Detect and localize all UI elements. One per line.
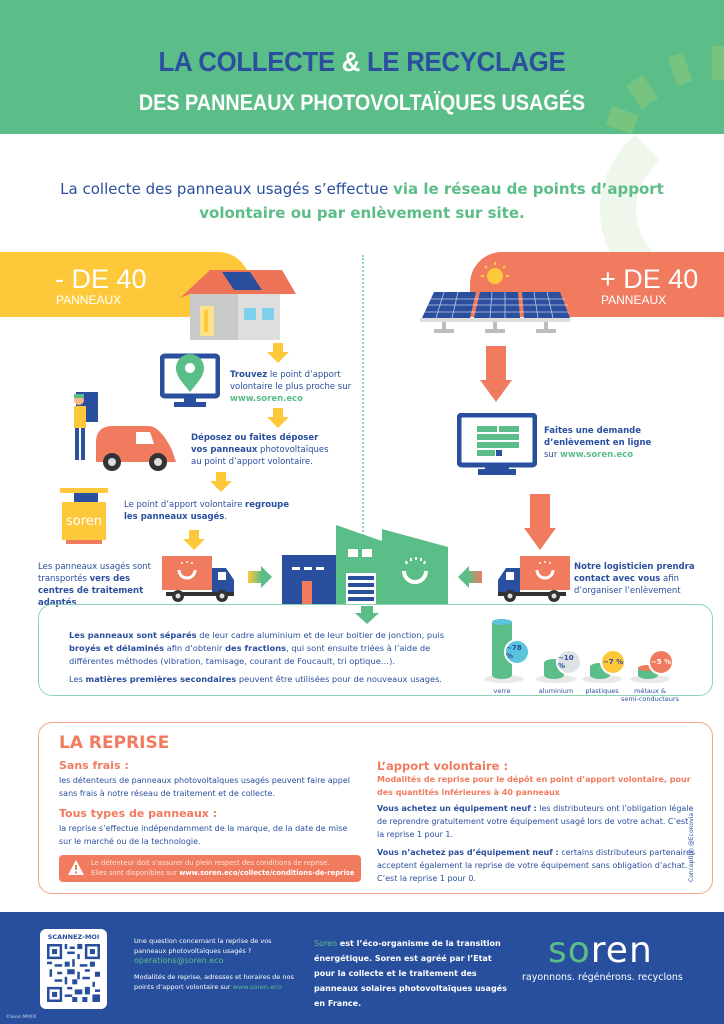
footer bbox=[0, 912, 724, 1024]
truck-left-icon bbox=[162, 554, 242, 604]
badge-metals-percent: ~5 % bbox=[648, 649, 674, 675]
arrow-down-icon bbox=[267, 408, 289, 428]
treatment-process-box bbox=[38, 604, 713, 703]
soren-link[interactable]: www.soren.eco bbox=[230, 394, 304, 404]
monitor-form-icon bbox=[457, 413, 537, 479]
page-subtitle: DES PANNEAUX PHOTOVOLTAÏQUES USAGÉS bbox=[138, 90, 586, 115]
metals-label: métaux & semi-conducteurs bbox=[620, 687, 680, 703]
intro-text: La collecte des panneaux usagés s’effectue via le réseau de points d’apport volontaire ou par enlèvement sur site. bbox=[60, 180, 664, 222]
tagline: rayonnons. régénérons. recyclons bbox=[522, 972, 683, 983]
step-find-point: Trouvez le point d’apport volontaire le plus proche sur www.soren.eco bbox=[230, 370, 352, 404]
house-icon bbox=[180, 264, 296, 340]
soren-logo: soren bbox=[548, 930, 653, 971]
reprise-title: LA REPRISE bbox=[59, 733, 170, 753]
arrow-down-icon bbox=[210, 472, 232, 492]
person-van-icon bbox=[58, 392, 180, 472]
arrow-down-icon bbox=[524, 494, 556, 550]
collection-box: soren bbox=[60, 488, 108, 546]
arrow-down-icon bbox=[267, 343, 289, 363]
arrow-down-icon bbox=[183, 530, 205, 550]
contact-email-link[interactable]: operations@soren.eco bbox=[134, 956, 224, 965]
copyright: ©Soren MMXXI bbox=[6, 1014, 37, 1019]
material-fractions: ~78 % verre ~10 % aluminium ~7 % plastiques ~5 % métaux & semi-conducteurs bbox=[484, 617, 704, 697]
step-grouping: Le point d’apport volontaire regroupe les panneaux usagés. bbox=[124, 500, 290, 522]
arrow-down-icon bbox=[480, 346, 512, 402]
step-transport: Les panneaux usagés sont transportés vers des centres de traitement adaptés bbox=[38, 562, 152, 608]
modalites-info: Modalités de reprise, adresses et horaires de nos points d’apport volontaire sur www.soren.eco bbox=[134, 973, 294, 991]
arrow-right-icon bbox=[248, 566, 272, 588]
badge-aluminium-percent: ~10 % bbox=[556, 649, 582, 675]
less-than-40-band: - DE 40 PANNEAUX bbox=[0, 252, 250, 317]
badge-plastics-percent: ~7 % bbox=[600, 649, 626, 675]
warning-banner: Le détenteur doit s’assurer du plein respect des conditions de reprise. Elles sont disponibles sur www.soren.eco/collecte/conditions-de-reprise bbox=[59, 855, 361, 882]
about-soren: Soren est l’éco-organisme de la transition énergétique. Soren est agréé par l’Etat pour la collecte et le traitement des panneaux solaires photovoltaïques usagés en France. bbox=[314, 939, 507, 1008]
step-drop-off: Déposez ou faites déposer vos panneaux photovoltaïques au point d’apport volontaire. bbox=[191, 433, 329, 467]
step-request-pickup: Faites une demande d’enlèvement en ligne sur www.soren.eco bbox=[544, 426, 652, 460]
conditions-link[interactable]: www.soren.eco/collecte/conditions-de-reprise bbox=[179, 869, 355, 877]
solar-panels-icon bbox=[420, 262, 570, 334]
more-than-40-band: + DE 40 PANNEAUX bbox=[470, 252, 724, 317]
contact-question: Une question concernant la reprise de vos panneaux photovoltaïques usagés ? operations@soren.eco bbox=[134, 937, 272, 965]
design-credit: Conception @Econovia bbox=[688, 813, 695, 882]
soren-link[interactable]: www.soren.eco bbox=[232, 983, 282, 991]
page-title: LA COLLECTE & LE RECYCLAGE bbox=[158, 46, 566, 77]
sun-ray-decoration bbox=[712, 46, 724, 80]
truck-right-icon bbox=[490, 554, 570, 604]
qr-code-icon bbox=[47, 944, 100, 1002]
arrow-left-icon bbox=[458, 566, 482, 588]
reprise-1-for-1: Vous achetez un équipement neuf : les distributeurs ont l’obligation légale de reprendre gratuitement votre équipement usagé lors de votre achat. C’est la reprise 1 pour 1. Vous n’achetez pas d’équipement neuf : certains distributeurs partenaires acceptent également la reprise de votre équipement sans obligation d’achat. C’est la reprise 1 pour 0. bbox=[377, 804, 696, 883]
soren-link[interactable]: www.soren.eco bbox=[560, 450, 634, 460]
warning-icon bbox=[67, 859, 85, 877]
step-logistics-contact: Notre logisticien prendra contact avec vous afin d’organiser l’enlèvement bbox=[574, 562, 695, 596]
qr-code-card[interactable]: SCANNEZ-MOI bbox=[40, 929, 107, 1009]
recycling-factory-icon bbox=[282, 525, 448, 605]
process-description: Les panneaux sont séparés de leur cadre aluminium et de leur boitier de jonction, puis broyés et délaminés afin d’obtenir des fractions, qui sont ensuite triées à l’aide de différentes méthodes (vibration, tamisage, courant de Foucault, tri optique…). Les matières premières secondaires peuvent être utilisées pour de nouveaux usages. bbox=[69, 630, 445, 684]
reprise-box: LA REPRISE Sans frais : les détenteurs de panneaux photovoltaïques usagés peuvent faire appel sans frais à notre réseau de traitement et de collecte. Tous types de panneaux : la reprise s’effectue indépendamment de la marque, de la date de mise sur le marché ou de la technologie. Le détenteur doit s’assurer du plein respect des conditions de reprise. Elles sont disponibles sur www.soren.eco/collecte/conditions-de-reprise L’apport volontaire : Modalités de reprise pour le dépôt en point d’apport volontaire, pour des quantités inférieures à 40 panneaux Vous achetez un équipement neuf : les distributeurs ont l’obligation légale de reprendre gratuitement votre équipement usagé lors de votre achat. C’est la reprise 1 pour 1. Vous n’achetez pas d’équipement neuf : certains distributeurs partenaires acceptent également la reprise de votre équipement sans obligation d’achat. C’est la reprise 1 pour 0. bbox=[38, 722, 713, 894]
badge-glass-percent: ~78 % bbox=[504, 639, 530, 665]
header-banner bbox=[0, 0, 724, 134]
